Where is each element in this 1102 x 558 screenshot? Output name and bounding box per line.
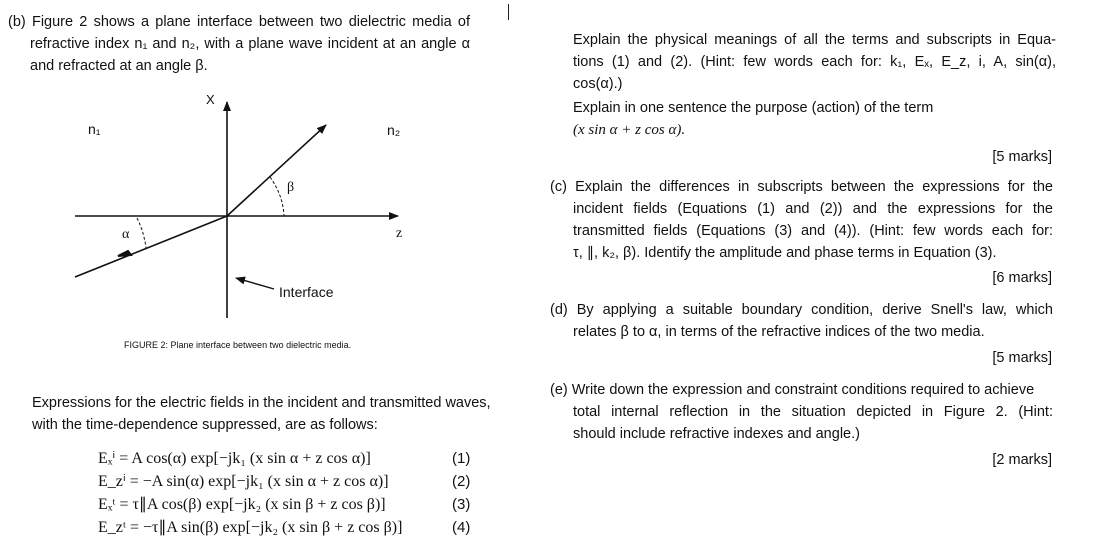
marks-label: [6 marks]: [992, 270, 1052, 286]
text-line: Explain the physical meanings of all the terms and subscripts in Equa-: [573, 32, 1056, 48]
equation-2: E_zⁱ = −A sin(α) exp[−jk₁ (x sin α + z cos α)]: [98, 473, 389, 490]
interface-pointer: [236, 278, 274, 289]
alpha-label: α: [122, 227, 130, 242]
text-line: should include refractive indexes and angle.): [573, 426, 860, 442]
text-line: cos(α).): [573, 76, 623, 92]
z-axis-label: z: [396, 226, 403, 241]
transmitted-ray: [227, 125, 326, 216]
text-line: Explain in one sentence the purpose (action) of the term: [573, 100, 934, 116]
marks-label: [5 marks]: [992, 149, 1052, 165]
text-line: (d) By applying a suitable boundary condition, derive Snell's law, which: [550, 302, 1053, 318]
text-line: relates β to α, in terms of the refractive indices of the two media.: [573, 324, 985, 340]
text-line: Expressions for the electric fields in the incident and transmitted waves,: [32, 395, 491, 411]
text-line: (x sin α + z cos α).: [573, 122, 686, 138]
text-line: τ, ∥, k₂, β). Identify the amplitude and phase terms in Equation (3).: [573, 245, 997, 261]
beta-arc: [270, 177, 284, 216]
incident-arrowhead: [118, 251, 131, 256]
text-line: transmitted fields (Equations (3) and (4)). (Hint: few words each for:: [573, 223, 1053, 239]
figure-caption: FIGURE 2: Plane interface between two dielectric media.: [124, 340, 352, 350]
text-line: with the time-dependence suppressed, are as follows:: [32, 417, 378, 433]
text-line: (c) Explain the differences in subscripts between the expressions for the: [550, 179, 1053, 195]
equation-number: (2): [452, 473, 471, 490]
text-line: (e) Write down the expression and constraint conditions required to achieve: [550, 382, 1035, 398]
text-cursor: [508, 4, 509, 20]
text-line: refractive index n₁ and n₂, with a plane wave incident at an angle α: [30, 36, 470, 52]
equation-number: (4): [452, 519, 471, 536]
text-line: incident fields (Equations (1) and (2)) and the expressions for the: [573, 201, 1053, 217]
equation-number: (1): [452, 450, 471, 467]
alpha-arc: [137, 218, 146, 248]
incident-ray: [75, 216, 227, 277]
equation-4: E_zᵗ = −τ∥A sin(β) exp[−jk₂ (x sin β + z cos β)]: [98, 519, 403, 536]
n1-label: n₁: [88, 121, 101, 137]
text-line: total internal reflection in the situation depicted in Figure 2. (Hint:: [573, 404, 1053, 420]
interface-label: Interface: [279, 284, 334, 300]
equation-number: (3): [452, 496, 471, 513]
n2-label: n₂: [387, 122, 401, 138]
x-axis-label: X: [206, 92, 215, 107]
text-line: (b) Figure 2 shows a plane interface between two dielectric media of: [8, 14, 470, 30]
marks-label: [2 marks]: [992, 452, 1052, 468]
text-line: tions (1) and (2). (Hint: few words each for: k₁, Eₓ, E_z, i, A, sin(α),: [573, 54, 1056, 70]
marks-label: [5 marks]: [992, 350, 1052, 366]
figure-plane-interface: [0, 0, 480, 360]
equation-1: Eₓⁱ = A cos(α) exp[−jk₁ (x sin α + z cos α)]: [98, 450, 371, 467]
text-line: and refracted at an angle β.: [30, 58, 208, 74]
beta-label: β: [287, 180, 295, 195]
equation-3: Eₓᵗ = τ∥A cos(β) exp[−jk₂ (x sin β + z cos β)]: [98, 496, 386, 513]
